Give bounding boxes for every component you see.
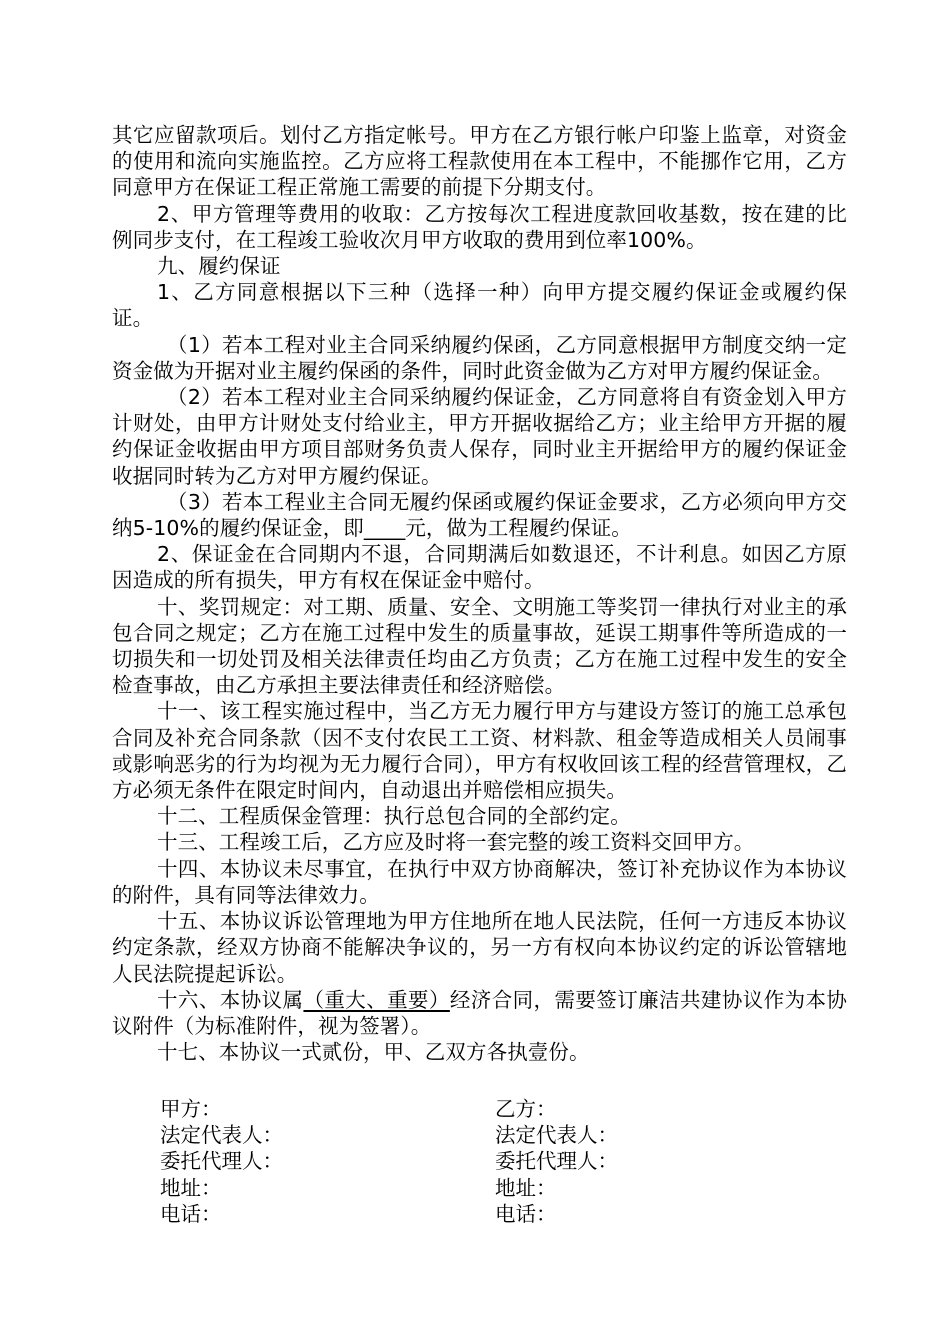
signature-row — [160, 1122, 760, 1148]
party-a-phone: 电话： — [160, 1201, 222, 1226]
party-a-legal-rep: 法定代表人： — [160, 1123, 283, 1148]
section-heading-performance-guarantee: 九、履约保证 — [157, 254, 281, 279]
paragraph-supplementary: 十四、本协议未尽事宜，在执行中双方协商解决，签订补充协议作为本协议的附件，具有同等法律效力。 — [112, 856, 847, 907]
option-3-text-end: 元，做为工程履约保证。 — [405, 516, 632, 541]
signature-row — [160, 1148, 760, 1174]
contract-type-text: 十六、本协议属 — [157, 987, 304, 1012]
signature-row — [160, 1175, 760, 1201]
party-b-label: 乙方： — [495, 1097, 557, 1121]
signature-row — [160, 1201, 760, 1227]
paragraph-jurisdiction: 十五、本协议诉讼管理地为甲方住地所在地人民法院，任何一方违反本协议约定条款，经双方协商不能解决争议的，另一方有权向本协议约定的诉讼管辖地人民法院提起诉讼。 — [112, 909, 847, 986]
paragraph-guarantee-options: 1、乙方同意根据以下三种（选择一种）向甲方提交履约保证金或履约保证。 — [112, 280, 847, 331]
amount-blank: ____ — [363, 516, 406, 541]
party-b-address: 地址： — [495, 1175, 557, 1200]
paragraph-quality-deposit: 十二、工程质保金管理：执行总包合同的全部约定。 — [157, 804, 631, 829]
signature-row — [160, 1096, 760, 1122]
contract-type-underlined: （重大、重要） — [303, 987, 450, 1012]
paragraph-option-2: （2）若本工程对业主合同采纳履约保证金，乙方同意将自有资金划入甲方计财处，由甲方计财处支付给业主，甲方开据收据给乙方；业主给甲方开据的履约保证金收据由甲方项目部财务负责人保存，同时业主开据给甲方的履约保证金收据同时转为乙方对甲方履约保证。 — [112, 385, 847, 488]
signature-block — [160, 1096, 760, 1227]
contract-type-text-end: 经济合同，需要签订廉洁共建协议作为本协议附件（为标准附件，视为签署）。 — [112, 987, 848, 1038]
party-b-phone: 电话： — [495, 1201, 557, 1226]
paragraph-deposit-refund: 2、保证金在合同期内不退，合同期满后如数退还，不计利息。如因乙方原因造成的所有损失，甲方有权在保证金中赔付。 — [112, 542, 847, 593]
paragraph-management-fee: 2、甲方管理等费用的收取：乙方按每次工程进度款回收基数，按在建的比例同步支付，在工程竣工验收次月甲方收取的费用到位率100%。 — [112, 201, 847, 252]
party-a-agent: 委托代理人： — [160, 1149, 283, 1174]
paragraph-completion-docs: 十三、工程竣工后，乙方应及时将一套完整的竣工资料交回甲方。 — [157, 830, 755, 855]
party-b-agent: 委托代理人： — [495, 1149, 618, 1174]
paragraph-option-1: （1）若本工程对业主合同采纳履约保函，乙方同意根据甲方制度交纳一定资金做为开据对业主履约保函的条件，同时此资金做为乙方对甲方履约保证金。 — [112, 332, 847, 383]
party-b-legal-rep: 法定代表人： — [495, 1123, 618, 1148]
paragraph-breach: 十一、该工程实施过程中，当乙方无力履行甲方与建设方签订的施工总承包合同及补充合同条款（因不支付农民工工资、材料款、租金等造成相关人员闹事或影响恶劣的行为均视为无力履行合同），甲方有权收回该工程的经营管理权，乙方必须无条件在限定时间内，自动退出并赔偿相应损失。 — [112, 699, 847, 803]
paragraph-copies: 十七、本协议一式贰份，甲、乙双方各执壹份。 — [157, 1040, 590, 1065]
paragraph-payment-supervision: 其它应留款项后。划付乙方指定帐号。甲方在乙方银行帐户印鉴上监章，对资金的使用和流向实施监控。乙方应将工程款使用在本工程中，不能挪作它用，乙方同意甲方在保证工程正常施工需要的前提下分期支付。 — [112, 123, 847, 200]
option-3-text: （3）若本工程业主合同无履约保函或履约保证金要求，乙方必须向甲方交纳5-10%的履约保证金，即 — [112, 489, 847, 541]
paragraph-rewards-penalties: 十、奖罚规定：对工期、质量、安全、文明施工等奖罚一律执行对业主的承包合同之规定；乙方在施工过程中发生的质量事故，延误工期事件等所造成的一切损失和一切处罚及相关法律责任均由乙方负责；乙方在施工过程中发生的安全检查事故，由乙方承担主要法律责任和经济赔偿。 — [112, 594, 847, 698]
party-a-address: 地址： — [160, 1175, 222, 1200]
party-a-label: 甲方： — [160, 1097, 222, 1121]
paragraph-option-3 — [112, 489, 847, 541]
contract-body — [112, 122, 847, 1065]
paragraph-contract-type — [112, 987, 847, 1039]
